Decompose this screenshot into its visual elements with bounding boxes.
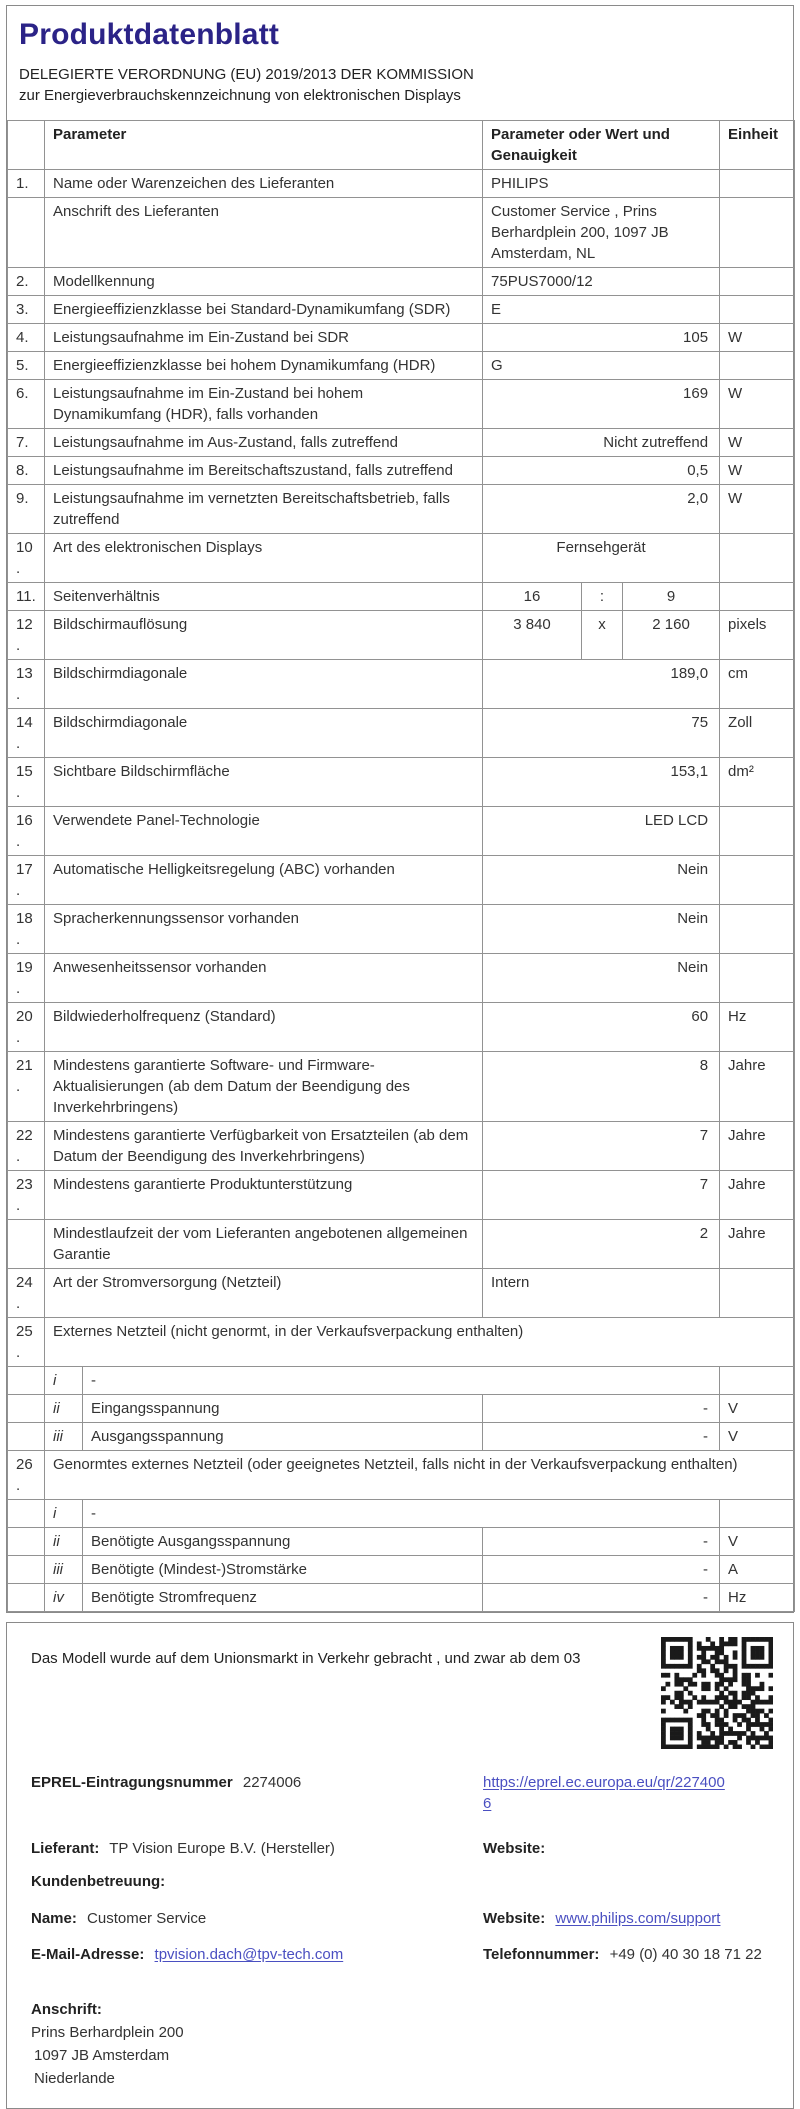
row-number xyxy=(8,1556,45,1584)
row-number: 26. xyxy=(8,1451,45,1500)
unit-label: dm² xyxy=(720,758,795,807)
parameter-label: Bildwiederholfrequenz (Standard) xyxy=(45,1003,483,1052)
unit-label: W xyxy=(720,380,795,429)
table-row xyxy=(8,380,795,429)
unit-label xyxy=(720,268,795,296)
col-header-number xyxy=(8,121,45,170)
parameter-label: Leistungsaufnahme im Bereitschaftszustand, falls zutreffend xyxy=(45,457,483,485)
table-row xyxy=(8,1423,795,1451)
unit-label xyxy=(720,198,795,268)
table-header-row xyxy=(8,121,795,170)
table-row xyxy=(8,485,795,534)
unit-label: Hz xyxy=(720,1003,795,1052)
row-number: 6. xyxy=(8,380,45,429)
table-row xyxy=(8,758,795,807)
row-number xyxy=(8,198,45,268)
table-row xyxy=(8,583,795,611)
name-label: Name: xyxy=(31,1910,77,1927)
unit-label: V xyxy=(720,1423,795,1451)
parameter-label: Leistungsaufnahme im Aus-Zustand, falls zutreffend xyxy=(45,429,483,457)
section-label: Genormtes externes Netzteil (oder geeignetes Netzteil, falls nicht in der Verkaufsverpackung enthalten) xyxy=(45,1451,795,1500)
col-header-unit: Einheit xyxy=(720,121,795,170)
row-number: 20. xyxy=(8,1003,45,1052)
sub-number: i xyxy=(45,1500,83,1528)
parameter-value: 169 xyxy=(483,380,720,429)
row-number: 8. xyxy=(8,457,45,485)
supplier-label: Lieferant: xyxy=(31,1840,100,1857)
address-line: Niederlande xyxy=(34,2070,115,2087)
row-number: 2. xyxy=(8,268,45,296)
parameter-label: Spracherkennungssensor vorhanden xyxy=(45,905,483,954)
qr-code xyxy=(655,1637,779,1755)
page-title: Produktdatenblatt xyxy=(19,18,280,51)
table-row xyxy=(8,1584,795,1612)
parameter-label: Mindestens garantierte Produktunterstützung xyxy=(45,1171,483,1220)
table-row xyxy=(8,352,795,380)
parameter-value: PHILIPS xyxy=(483,170,720,198)
row-number xyxy=(8,1395,45,1423)
email-label: E-Mail-Adresse: xyxy=(31,1946,145,1963)
parameter-value: Nein xyxy=(483,856,720,905)
unit-label: Zoll xyxy=(720,709,795,758)
row-number: 23. xyxy=(8,1171,45,1220)
website-label-2: Website: xyxy=(483,1910,546,1927)
table-row xyxy=(8,170,795,198)
eprel-number-group xyxy=(31,1772,483,1793)
unit-label xyxy=(720,1269,795,1318)
parameter-value: 75PUS7000/12 xyxy=(483,268,720,296)
sub-number: iv xyxy=(45,1584,83,1612)
row-number: 9. xyxy=(8,485,45,534)
footer-panel xyxy=(6,1622,794,2109)
parameter-value: LED LCD xyxy=(483,807,720,856)
sheet-header xyxy=(7,6,793,120)
row-number: 14. xyxy=(8,709,45,758)
row-number xyxy=(8,1367,45,1395)
table-row xyxy=(8,429,795,457)
row-number: 3. xyxy=(8,296,45,324)
unit-label: Jahre xyxy=(720,1171,795,1220)
table-row xyxy=(8,457,795,485)
supplier-row xyxy=(31,1838,769,1859)
parameter-label: Mindestens garantierte Software- und Firmware-Aktualisierungen (ab dem Datum der Beendigung des Inverkehrbringens) xyxy=(45,1052,483,1122)
parameter-value: Nicht zutreffend xyxy=(483,429,720,457)
unit-label xyxy=(720,583,795,611)
table-row xyxy=(8,1367,795,1395)
row-number: 7. xyxy=(8,429,45,457)
parameter-label: Bildschirmdiagonale xyxy=(45,660,483,709)
parameter-value: G xyxy=(483,352,720,380)
parameter-label: Benötigte Stromfrequenz xyxy=(83,1584,483,1612)
row-number: 12. xyxy=(8,611,45,660)
parameter-label: Bildschirmauflösung xyxy=(45,611,483,660)
parameter-value: 8 xyxy=(483,1052,720,1122)
parameter-label: Anwesenheitssensor vorhanden xyxy=(45,954,483,1003)
unit-label: pixels xyxy=(720,611,795,660)
sub-number: iii xyxy=(45,1423,83,1451)
col-header-parameter: Parameter xyxy=(45,121,483,170)
unit-label xyxy=(720,170,795,198)
row-number: 25. xyxy=(8,1318,45,1367)
eprel-number: 2274006 xyxy=(242,1774,302,1791)
parameter-value: 9 xyxy=(623,583,720,611)
value-separator: : xyxy=(582,583,623,611)
row-number xyxy=(8,1500,45,1528)
sub-number: i xyxy=(45,1367,83,1395)
table-row xyxy=(8,1395,795,1423)
table-row xyxy=(8,905,795,954)
value-separator: x xyxy=(582,611,623,660)
row-number: 15. xyxy=(8,758,45,807)
parameter-value: 2 xyxy=(483,1220,720,1269)
table-row xyxy=(8,534,795,583)
address-line: Prins Berhardplein 200 xyxy=(31,2024,184,2041)
table-row xyxy=(8,611,795,660)
unit-label xyxy=(720,856,795,905)
table-row xyxy=(8,1171,795,1220)
parameter-value: 153,1 xyxy=(483,758,720,807)
table-row xyxy=(8,198,795,268)
row-number xyxy=(8,1584,45,1612)
parameter-value: 2 160 xyxy=(623,611,720,660)
table-row xyxy=(8,660,795,709)
sub-number: ii xyxy=(45,1528,83,1556)
row-number: 4. xyxy=(8,324,45,352)
parameter-label: Mindestens garantierte Verfügbarkeit von Ersatzteilen (ab dem Datum der Beendigung des Inverkehrbringens) xyxy=(45,1122,483,1171)
unit-label xyxy=(720,1367,795,1395)
parameter-label: Name oder Warenzeichen des Lieferanten xyxy=(45,170,483,198)
unit-label: cm xyxy=(720,660,795,709)
parameter-value: - xyxy=(483,1584,720,1612)
parameter-label: Leistungsaufnahme im Ein-Zustand bei SDR xyxy=(45,324,483,352)
unit-label xyxy=(720,296,795,324)
row-number: 17. xyxy=(8,856,45,905)
parameter-value: Customer Service , Prins Berhardplein 200, 1097 JB Amsterdam, NL xyxy=(483,198,720,268)
parameter-label: Mindestlaufzeit der vom Lieferanten angebotenen allgemeinen Garantie xyxy=(45,1220,483,1269)
row-number: 5. xyxy=(8,352,45,380)
table-row xyxy=(8,709,795,758)
table-row xyxy=(8,1003,795,1052)
row-number: 21. xyxy=(8,1052,45,1122)
table-row xyxy=(8,856,795,905)
parameter-value: Fernsehgerät xyxy=(483,534,720,583)
table-row xyxy=(8,324,795,352)
customer-care-label: Kundenbetreuung: xyxy=(31,1873,166,1890)
phone-label: Telefonnummer: xyxy=(483,1946,600,1963)
parameter-label: Sichtbare Bildschirmfläche xyxy=(45,758,483,807)
parameter-label: Energieeffizienzklasse bei hohem Dynamikumfang (HDR) xyxy=(45,352,483,380)
row-number: 16. xyxy=(8,807,45,856)
parameter-value: 2,0 xyxy=(483,485,720,534)
table-row xyxy=(8,1122,795,1171)
row-number: 19. xyxy=(8,954,45,1003)
parameter-value: 75 xyxy=(483,709,720,758)
parameter-value: 189,0 xyxy=(483,660,720,709)
eprel-label: EPREL-Eintragungsnummer xyxy=(31,1774,233,1791)
eprel-row xyxy=(31,1772,769,1814)
parameter-value: 7 xyxy=(483,1122,720,1171)
table-row xyxy=(8,1269,795,1318)
unit-label xyxy=(720,1500,795,1528)
customer-care-row xyxy=(31,1871,769,1892)
parameter-value: Intern xyxy=(483,1269,720,1318)
row-number: 13. xyxy=(8,660,45,709)
parameter-value: 105 xyxy=(483,324,720,352)
unit-label xyxy=(720,807,795,856)
table-row xyxy=(8,807,795,856)
name-value: Customer Service xyxy=(87,1910,207,1927)
unit-label: V xyxy=(720,1528,795,1556)
sub-number: iii xyxy=(45,1556,83,1584)
parameter-value: - xyxy=(483,1556,720,1584)
parameter-label: Art des elektronischen Displays xyxy=(45,534,483,583)
table-row xyxy=(8,1556,795,1584)
unit-label: W xyxy=(720,485,795,534)
parameter-label: Art der Stromversorgung (Netzteil) xyxy=(45,1269,483,1318)
parameter-value: - xyxy=(483,1423,720,1451)
market-statement: Das Modell wurde auf dem Unionsmarkt in Verkehr gebracht , und zwar ab dem 03 xyxy=(31,1650,581,1667)
unit-label: W xyxy=(720,324,795,352)
parameter-table-body xyxy=(8,170,795,1612)
table-row xyxy=(8,1052,795,1122)
unit-label: W xyxy=(720,429,795,457)
unit-label: V xyxy=(720,1395,795,1423)
unit-label: Jahre xyxy=(720,1052,795,1122)
unit-label xyxy=(720,352,795,380)
parameter-label: Benötigte (Mindest-)Stromstärke xyxy=(83,1556,483,1584)
regulation-subtitle: DELEGIERTE VERORDNUNG (EU) 2019/2013 DER KOMMISSION zur Energieverbrauchskennzeichnung von elektronischen Displays xyxy=(19,66,474,104)
table-row xyxy=(8,1318,795,1367)
address-line: 1097 JB Amsterdam xyxy=(34,2047,170,2064)
table-row xyxy=(8,1528,795,1556)
parameter-label: - xyxy=(83,1367,720,1395)
support-website-link[interactable]: www.philips.com/support xyxy=(555,1910,721,1927)
parameter-value: - xyxy=(483,1528,720,1556)
unit-label xyxy=(720,534,795,583)
parameter-value: Nein xyxy=(483,954,720,1003)
unit-label: Jahre xyxy=(720,1122,795,1171)
parameter-label: Ausgangsspannung xyxy=(83,1423,483,1451)
parameter-value: 0,5 xyxy=(483,457,720,485)
row-number: 18. xyxy=(8,905,45,954)
phone-value: +49 (0) 40 30 18 71 22 xyxy=(609,1946,762,1963)
email-link[interactable]: tpvision.dach@tpv-tech.com xyxy=(154,1946,344,1963)
table-row xyxy=(8,1500,795,1528)
parameter-label: Anschrift des Lieferanten xyxy=(45,198,483,268)
table-row xyxy=(8,954,795,1003)
parameter-table xyxy=(7,120,795,1612)
row-number: 10. xyxy=(8,534,45,583)
parameter-label: - xyxy=(83,1500,720,1528)
website-label-1: Website: xyxy=(483,1840,546,1857)
parameter-label: Leistungsaufnahme im vernetzten Bereitschaftsbetrieb, falls zutreffend xyxy=(45,485,483,534)
unit-label: Hz xyxy=(720,1584,795,1612)
parameter-value: 7 xyxy=(483,1171,720,1220)
col-header-value: Parameter oder Wert und Genauigkeit xyxy=(483,121,720,170)
row-number: 11. xyxy=(8,583,45,611)
table-row xyxy=(8,1220,795,1269)
address-block xyxy=(31,1998,769,2090)
parameter-value: E xyxy=(483,296,720,324)
parameter-value: - xyxy=(483,1395,720,1423)
parameter-label: Energieeffizienzklasse bei Standard-Dynamikumfang (SDR) xyxy=(45,296,483,324)
parameter-label: Seitenverhältnis xyxy=(45,583,483,611)
unit-label xyxy=(720,905,795,954)
parameter-label: Benötigte Ausgangsspannung xyxy=(83,1528,483,1556)
parameter-label: Modellkennung xyxy=(45,268,483,296)
row-number: 22. xyxy=(8,1122,45,1171)
supplier-value: TP Vision Europe B.V. (Hersteller) xyxy=(109,1840,335,1857)
parameter-label: Bildschirmdiagonale xyxy=(45,709,483,758)
address-label: Anschrift: xyxy=(31,2001,102,2018)
row-number xyxy=(8,1528,45,1556)
parameter-label: Automatische Helligkeitsregelung (ABC) vorhanden xyxy=(45,856,483,905)
unit-label xyxy=(720,954,795,1003)
table-row xyxy=(8,296,795,324)
row-number xyxy=(8,1423,45,1451)
row-number xyxy=(8,1220,45,1269)
parameter-label: Verwendete Panel-Technologie xyxy=(45,807,483,856)
row-number: 24. xyxy=(8,1269,45,1318)
unit-label: Jahre xyxy=(720,1220,795,1269)
parameter-value: 60 xyxy=(483,1003,720,1052)
parameter-value: Nein xyxy=(483,905,720,954)
table-row xyxy=(8,268,795,296)
unit-label: W xyxy=(720,457,795,485)
parameter-label: Leistungsaufnahme im Ein-Zustand bei hohem Dynamikumfang (HDR), falls vorhanden xyxy=(45,380,483,429)
product-datasheet xyxy=(6,5,794,1613)
table-row xyxy=(8,1451,795,1500)
contact-email-row xyxy=(31,1944,769,1965)
section-label: Externes Netzteil (nicht genormt, in der Verkaufsverpackung enthalten) xyxy=(45,1318,795,1367)
parameter-value: 16 xyxy=(483,583,582,611)
parameter-value: 3 840 xyxy=(483,611,582,660)
eprel-link[interactable]: https://eprel.ec.europa.eu/qr/2274006 xyxy=(483,1774,725,1812)
parameter-label: Eingangsspannung xyxy=(83,1395,483,1423)
unit-label: A xyxy=(720,1556,795,1584)
row-number: 1. xyxy=(8,170,45,198)
sub-number: ii xyxy=(45,1395,83,1423)
